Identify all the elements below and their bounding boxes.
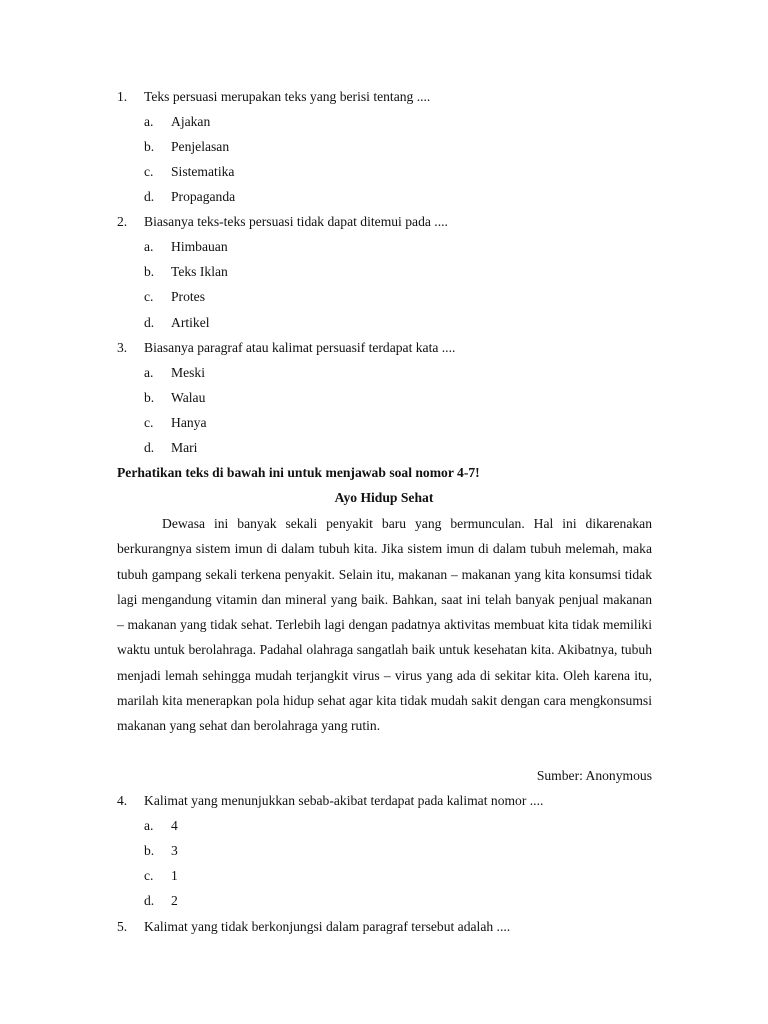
instruction-line — [0, 460, 768, 485]
option-1d — [0, 184, 768, 209]
option-1a — [0, 109, 768, 134]
option-text: 3 — [171, 843, 178, 858]
option-2c — [0, 284, 768, 309]
option-text: 4 — [171, 818, 178, 833]
passage-source: Sumber: Anonymous — [536, 768, 652, 783]
option-label: d. — [144, 893, 155, 908]
option-text: 2 — [171, 893, 178, 908]
question-number: 4. — [117, 793, 128, 808]
option-label: c. — [144, 868, 154, 883]
instruction-text: Perhatikan teks di bawah ini untuk menjawab soal nomor 4-7! — [117, 465, 480, 480]
question-text: Teks persuasi merupakan teks yang berisi tentang .... — [144, 89, 431, 104]
question-number: 2. — [117, 214, 128, 229]
option-label: d. — [144, 315, 155, 330]
question-number: 1. — [117, 89, 128, 104]
option-text: Mari — [171, 440, 198, 455]
option-label: a. — [144, 239, 154, 254]
option-text: Ajakan — [171, 114, 211, 129]
option-label: b. — [144, 264, 155, 279]
option-3d — [0, 435, 768, 460]
question-2 — [0, 209, 768, 234]
option-text: Walau — [171, 390, 206, 405]
option-label: d. — [144, 189, 155, 204]
option-text: Hanya — [171, 415, 207, 430]
option-label: c. — [144, 289, 154, 304]
option-1c — [0, 159, 768, 184]
option-label: a. — [144, 365, 154, 380]
option-label: b. — [144, 390, 155, 405]
option-2a — [0, 234, 768, 259]
question-1 — [0, 84, 768, 109]
option-4c — [0, 863, 768, 888]
option-4a — [0, 813, 768, 838]
option-3a — [0, 360, 768, 385]
question-text: Kalimat yang tidak berkonjungsi dalam paragraf tersebut adalah .... — [144, 919, 511, 934]
question-number: 3. — [117, 340, 128, 355]
option-text: Meski — [171, 365, 205, 380]
question-text: Kalimat yang menunjukkan sebab-akibat terdapat pada kalimat nomor .... — [144, 793, 544, 808]
option-4d — [0, 888, 768, 913]
option-text: Artikel — [171, 315, 210, 330]
source-line — [0, 763, 768, 788]
question-4 — [0, 788, 768, 813]
question-text: Biasanya teks-teks persuasi tidak dapat ditemui pada .... — [144, 214, 448, 229]
option-text: Penjelasan — [171, 139, 230, 154]
option-label: c. — [144, 164, 154, 179]
option-label: b. — [144, 139, 155, 154]
option-2d — [0, 310, 768, 335]
option-label: b. — [144, 843, 155, 858]
option-1b — [0, 134, 768, 159]
question-3 — [0, 335, 768, 360]
option-label: d. — [144, 440, 155, 455]
option-3c — [0, 410, 768, 435]
option-text: Protes — [171, 289, 205, 304]
option-4b — [0, 838, 768, 863]
option-text: Propaganda — [171, 189, 236, 204]
passage-title-line — [0, 485, 768, 510]
option-3b — [0, 385, 768, 410]
option-label: a. — [144, 818, 154, 833]
option-label: a. — [144, 114, 154, 129]
option-2b — [0, 259, 768, 284]
passage-title: Ayo Hidup Sehat — [334, 490, 434, 505]
question-number: 5. — [117, 919, 128, 934]
option-text: Sistematika — [171, 164, 235, 179]
question-5 — [0, 914, 768, 939]
option-text: Teks Iklan — [171, 264, 228, 279]
option-label: c. — [144, 415, 154, 430]
option-text: 1 — [171, 868, 178, 883]
question-text: Biasanya paragraf atau kalimat persuasif terdapat kata .... — [144, 340, 456, 355]
option-text: Himbauan — [171, 239, 228, 254]
passage-body: Dewasa ini banyak sekali penyakit baru yang bermunculan. Hal ini dikarenakan berkurangnya sistem imun di dalam tubuh kita. Jika sistem imun di dalam tubuh melemah, maka tubuh gampang sekali terkena penyakit. Selain itu, makanan – makanan yang kita konsumsi tidak lagi mengandung vitamin dan mineral yang baik. Bahkan, saat ini telah banyak penjual makanan – makanan yang tidak sehat. Terlebih lagi dengan padatnya aktivitas membuat kita tidak memiliki waktu untuk berolahraga. Padahal olahraga sangatlah baik untuk kesehatan kita. Akibatnya, tubuh menjadi lemah sehingga mudah terjangkit virus – virus yang ada di sekitar kita. Oleh karena itu, marilah kita menerapkan pola hidup sehat agar kita tidak mudah sakit dengan cara mengkonsumsi makanan yang sehat dan berolahraga yang rutin. — [117, 516, 652, 734]
